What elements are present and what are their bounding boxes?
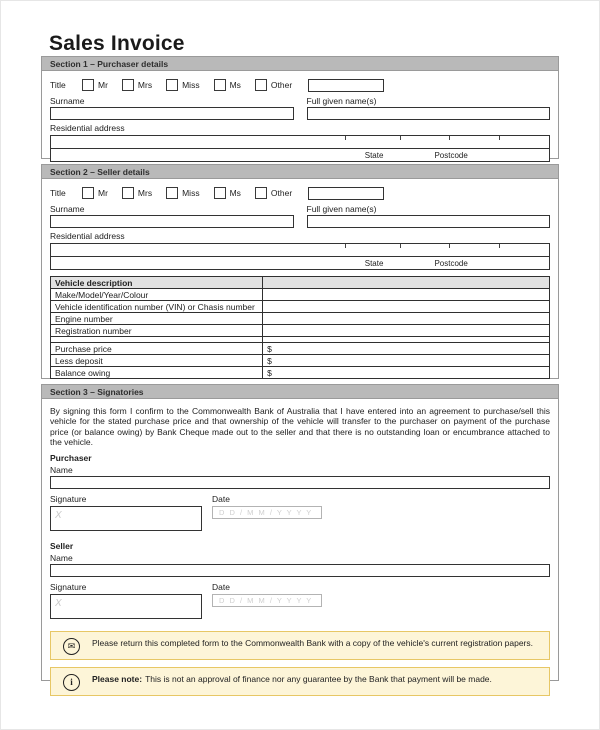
purchaser-surname-input[interactable] [50, 107, 294, 120]
purchaser-given-names-label: Full given name(s) [306, 96, 377, 106]
purchaser-signatory-name-label: Name [50, 465, 73, 476]
seller-title-label: Title [50, 188, 66, 198]
table-row [51, 325, 550, 337]
purchaser-title-ms-checkbox[interactable] [214, 79, 226, 91]
vehicle-table-header-row [51, 277, 550, 289]
return-form-note-text: Please return this completed form to the Commonwealth Bank with a copy of the vehicle's current registration papers. [92, 638, 534, 649]
section-3-signatories [41, 384, 559, 688]
envelope-icon: ✉ [63, 638, 80, 655]
seller-date-input[interactable]: D D / M M / Y Y Y Y [212, 594, 322, 607]
please-note-text [92, 672, 492, 685]
purchaser-signatory-name-input[interactable] [50, 476, 550, 489]
seller-surname-label: Surname [50, 204, 85, 214]
seller-title-other-label: Other [270, 188, 293, 198]
table-row [51, 343, 550, 355]
seller-given-names-label: Full given name(s) [306, 204, 377, 214]
info-icon: i [63, 674, 80, 691]
vehicle-vin-label: Vehicle identification number (VIN) or Chasis number [51, 301, 263, 313]
purchaser-date-label: Date [212, 494, 230, 505]
less-deposit-label: Less deposit [51, 355, 263, 367]
balance-owing-label: Balance owing [51, 367, 263, 379]
address-column-tick [499, 244, 500, 248]
vehicle-vin-input[interactable] [263, 301, 550, 313]
seller-title-ms-checkbox[interactable] [214, 187, 226, 199]
please-note [50, 667, 550, 696]
vehicle-engine-number-label: Engine number [51, 313, 263, 325]
please-note-bold-label: Please note: [92, 674, 143, 685]
seller-signatory-name-label: Name [50, 553, 73, 564]
table-row [51, 313, 550, 325]
vehicle-header-value-cell [263, 277, 550, 289]
seller-address-box [50, 243, 550, 270]
vehicle-description-header: Vehicle description [51, 277, 263, 289]
purchaser-title-ms-label: Ms [229, 80, 241, 90]
currency-symbol: $ [267, 343, 272, 354]
section-1-purchaser-details [41, 56, 559, 159]
vehicle-make-model-input[interactable] [263, 289, 550, 301]
purchase-price-label: Purchase price [51, 343, 263, 355]
address-column-tick [400, 244, 401, 248]
currency-symbol: $ [267, 367, 272, 378]
currency-symbol: $ [267, 355, 272, 366]
section-2-seller-details [41, 164, 559, 379]
seller-address-label: Residential address [50, 231, 125, 241]
purchaser-address-line2[interactable] [51, 149, 549, 161]
seller-title-mrs-checkbox[interactable] [122, 187, 134, 199]
purchaser-title-mrs-checkbox[interactable] [122, 79, 134, 91]
balance-owing-input[interactable] [263, 367, 550, 379]
seller-title-mr-label: Mr [98, 188, 108, 198]
purchaser-title-miss-label: Miss [182, 80, 200, 90]
purchase-price-input[interactable] [263, 343, 550, 355]
purchaser-postcode-label: Postcode [434, 151, 468, 160]
signature-x-mark: X [55, 510, 62, 522]
purchaser-date-input[interactable]: D D / M M / Y Y Y Y [212, 506, 322, 519]
section-1-header: Section 1 – Purchaser details [42, 57, 558, 71]
seller-title-miss-label: Miss [182, 188, 200, 198]
signature-x-mark: X [55, 598, 62, 610]
seller-signature-label: Signature [50, 582, 87, 593]
address-column-tick [400, 136, 401, 140]
vehicle-registration-number-input[interactable] [263, 325, 550, 337]
purchaser-heading: Purchaser [50, 453, 92, 464]
purchaser-surname-label: Surname [50, 96, 85, 106]
seller-address-line1[interactable] [51, 244, 549, 257]
seller-title-ms-label: Ms [229, 188, 241, 198]
purchaser-title-other-input[interactable] [308, 79, 384, 92]
vehicle-registration-number-label: Registration number [51, 325, 263, 337]
purchaser-title-mr-checkbox[interactable] [82, 79, 94, 91]
purchaser-title-miss-checkbox[interactable] [166, 79, 178, 91]
seller-title-other-input[interactable] [308, 187, 384, 200]
seller-title-miss-checkbox[interactable] [166, 187, 178, 199]
seller-title-other-checkbox[interactable] [255, 187, 267, 199]
address-column-tick [345, 244, 346, 248]
purchaser-title-mrs-label: Mrs [137, 80, 153, 90]
seller-title-row [50, 185, 550, 201]
vehicle-make-model-label: Make/Model/Year/Colour [51, 289, 263, 301]
address-column-tick [449, 244, 450, 248]
purchaser-signature-box[interactable] [50, 506, 202, 531]
purchaser-title-other-label: Other [270, 80, 293, 90]
seller-state-label: State [364, 259, 384, 268]
seller-title-mrs-label: Mrs [137, 188, 153, 198]
table-row [51, 367, 550, 379]
seller-address-line2[interactable] [51, 257, 549, 269]
purchaser-address-line1[interactable] [51, 136, 549, 149]
table-row [51, 355, 550, 367]
purchaser-title-mr-label: Mr [98, 80, 108, 90]
vehicle-engine-number-input[interactable] [263, 313, 550, 325]
seller-surname-input[interactable] [50, 215, 294, 228]
seller-date-label: Date [212, 582, 230, 593]
address-column-tick [499, 136, 500, 140]
return-form-note [50, 631, 550, 660]
seller-postcode-label: Postcode [434, 259, 468, 268]
purchaser-signature-label: Signature [50, 494, 87, 505]
seller-given-names-input[interactable] [307, 215, 551, 228]
table-row [51, 289, 550, 301]
purchaser-state-label: State [364, 151, 384, 160]
table-row [51, 301, 550, 313]
please-note-body: This is not an approval of finance nor any guarantee by the Bank that payment will be made. [145, 674, 492, 685]
seller-signature-box[interactable] [50, 594, 202, 619]
page-title: Sales Invoice [49, 32, 185, 55]
purchaser-title-row [50, 77, 550, 93]
purchaser-title-label: Title [50, 80, 66, 90]
purchaser-address-box [50, 135, 550, 162]
address-column-tick [449, 136, 450, 140]
purchaser-given-names-input[interactable] [307, 107, 551, 120]
purchaser-title-other-checkbox[interactable] [255, 79, 267, 91]
section-2-header: Section 2 – Seller details [42, 165, 558, 179]
section-3-header: Section 3 – Signatories [42, 385, 558, 399]
less-deposit-input[interactable] [263, 355, 550, 367]
purchaser-address-label: Residential address [50, 123, 125, 133]
declaration-text: By signing this form I confirm to the Commonwealth Bank of Australia that I have entered into an agreement to purchase/sell this vehicle for the stated purchase price and that ownership of the vehicle will transfer to the purchaser on payment of the purchase price (or balance owing) by Bank Cheque made out to the seller and that there is no outstanding loan or encumbrance attached to the vehicle. [50, 406, 550, 447]
vehicle-description-table [50, 276, 550, 379]
seller-title-mr-checkbox[interactable] [82, 187, 94, 199]
seller-signatory-name-input[interactable] [50, 564, 550, 577]
seller-heading: Seller [50, 541, 74, 552]
address-column-tick [345, 136, 346, 140]
